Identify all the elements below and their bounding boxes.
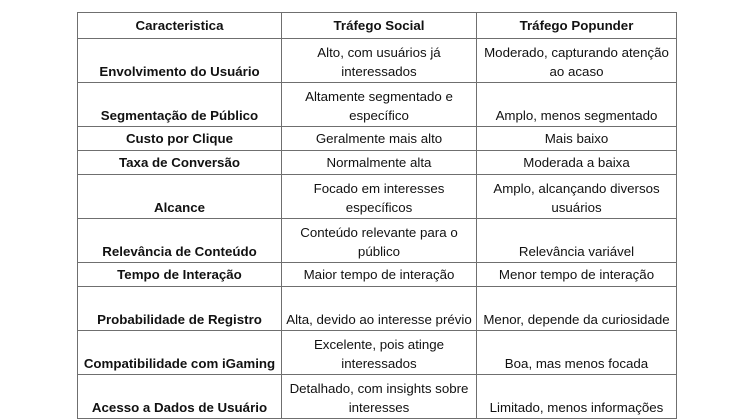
cell-popunder: Moderado, capturando atenção ao acaso [477, 39, 677, 83]
cell-popunder: Amplo, alcançando diversos usuários [477, 175, 677, 219]
table-row [78, 219, 677, 263]
cell-popunder: Menor, depende da curiosidade [477, 287, 677, 331]
cell-feature: Custo por Clique [78, 127, 282, 151]
cell-social: Excelente, pois atinge interessados [282, 331, 477, 375]
table-row [78, 83, 677, 127]
cell-feature: Acesso a Dados de Usuário [78, 375, 282, 419]
cell-popunder: Boa, mas menos focada [477, 331, 677, 375]
cell-social: Maior tempo de interação [282, 263, 477, 287]
table-row [78, 39, 677, 83]
table-row [78, 375, 677, 419]
cell-social: Geralmente mais alto [282, 127, 477, 151]
cell-feature: Envolvimento do Usuário [78, 39, 282, 83]
cell-popunder: Mais baixo [477, 127, 677, 151]
table-row [78, 331, 677, 375]
cell-feature: Probabilidade de Registro [78, 287, 282, 331]
cell-social: Alta, devido ao interesse prévio [282, 287, 477, 331]
cell-feature: Compatibilidade com iGaming [78, 331, 282, 375]
table-row [78, 175, 677, 219]
cell-feature: Alcance [78, 175, 282, 219]
cell-social: Alto, com usuários já interessados [282, 39, 477, 83]
cell-popunder: Moderada a baixa [477, 151, 677, 175]
cell-popunder: Menor tempo de interação [477, 263, 677, 287]
cell-popunder: Amplo, menos segmentado [477, 83, 677, 127]
table-row [78, 287, 677, 331]
cell-social: Altamente segmentado e específico [282, 83, 477, 127]
cell-feature: Taxa de Conversão [78, 151, 282, 175]
comparison-table [77, 12, 677, 419]
cell-popunder: Relevância variável [477, 219, 677, 263]
cell-social: Normalmente alta [282, 151, 477, 175]
cell-social: Conteúdo relevante para o público [282, 219, 477, 263]
cell-social: Detalhado, com insights sobre interesses [282, 375, 477, 419]
header-row [78, 13, 677, 39]
cell-feature: Tempo de Interação [78, 263, 282, 287]
cell-feature: Relevância de Conteúdo [78, 219, 282, 263]
cell-popunder: Limitado, menos informações [477, 375, 677, 419]
header-feature: Caracteristica [78, 13, 282, 39]
table-row [78, 151, 677, 175]
table-row [78, 263, 677, 287]
header-popunder: Tráfego Popunder [477, 13, 677, 39]
cell-social: Focado em interesses específicos [282, 175, 477, 219]
header-social: Tráfego Social [282, 13, 477, 39]
table-body [78, 39, 677, 419]
cell-feature: Segmentação de Público [78, 83, 282, 127]
table-row [78, 127, 677, 151]
